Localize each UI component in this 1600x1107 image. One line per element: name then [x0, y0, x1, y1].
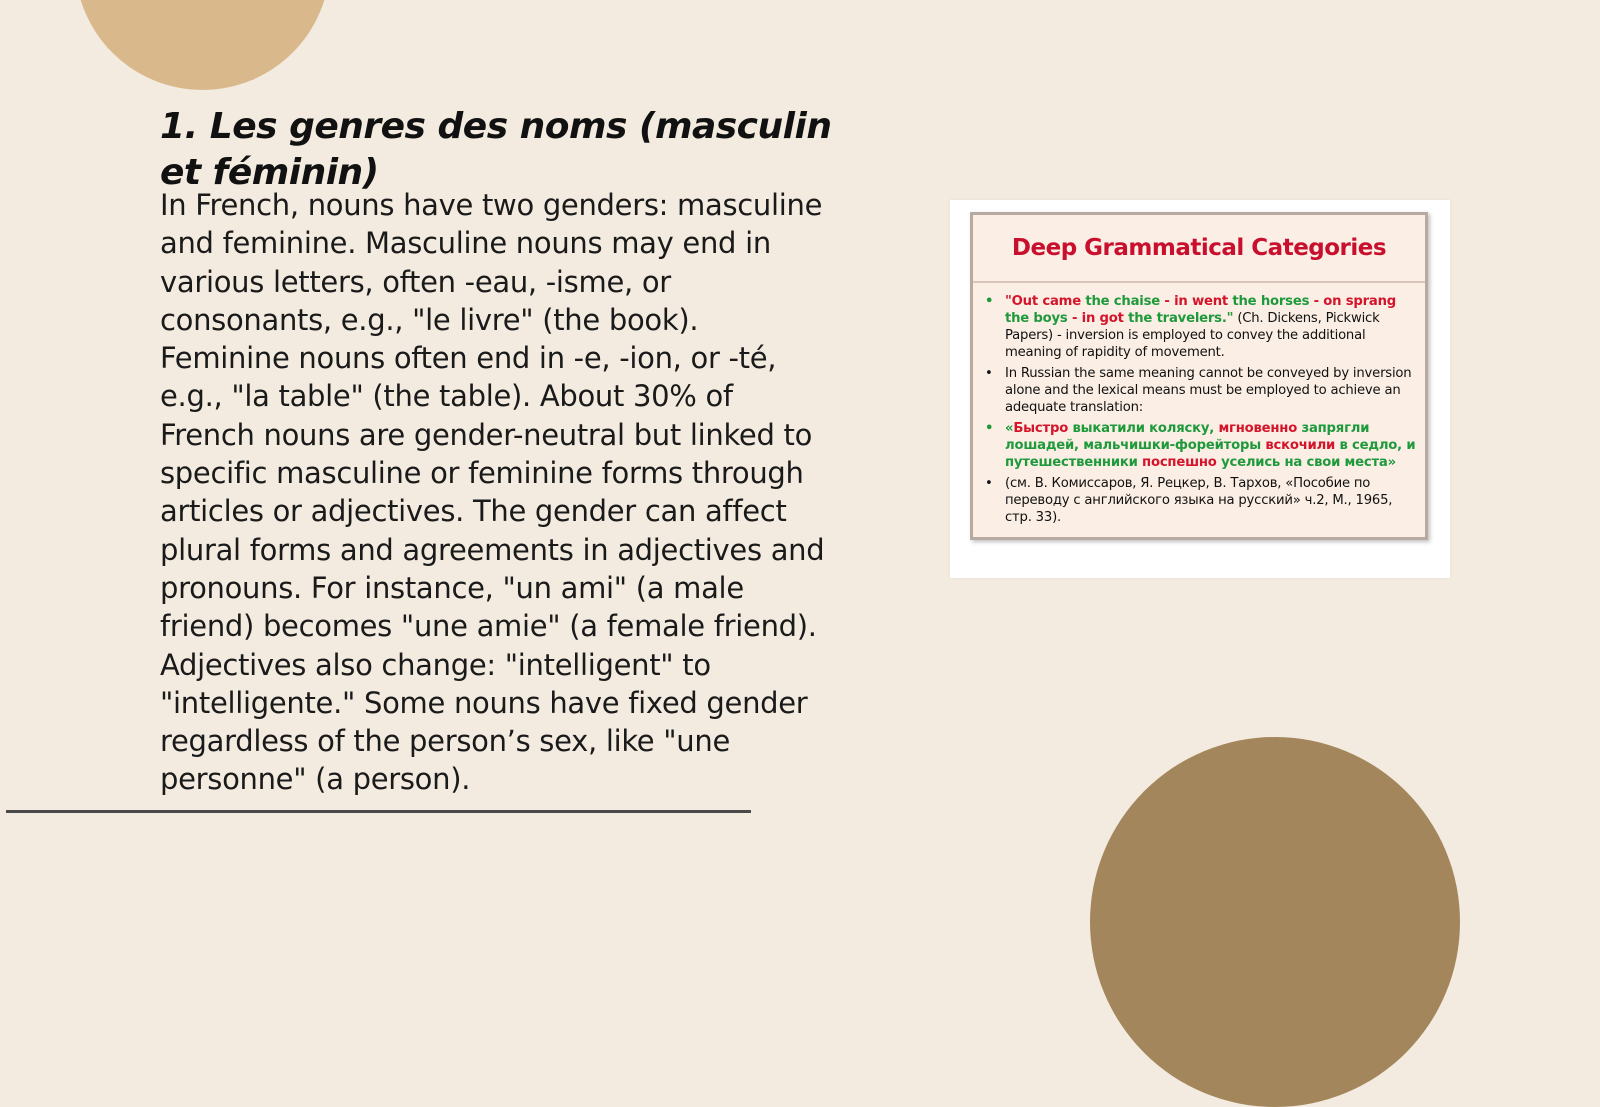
quote-fragment: - in got	[1067, 311, 1129, 326]
slide-thumbnail	[970, 212, 1428, 540]
thumbnail-header	[973, 215, 1425, 283]
quote-fragment: выкатили коляску,	[1068, 421, 1219, 436]
bullet-icon: •	[985, 476, 993, 491]
quote-fragment: в седло, и путешественники	[1005, 438, 1416, 470]
quote-fragment: - on sprang	[1309, 294, 1397, 309]
item-text: (Ch. Dickens, Pickwick Papers) - inversion is employed to convey the additional meaning of rapidity of movement.	[1005, 311, 1380, 360]
quote-fragment: уселись на свои места»	[1216, 455, 1396, 470]
slide-title: 1. Les genres des noms (masculin et féminin)	[160, 106, 832, 193]
embedded-slide-image	[950, 200, 1450, 578]
quote-fragment: the chaise	[1085, 294, 1161, 309]
decorative-circle-bottom	[1090, 737, 1460, 1107]
quote-fragment: the horses	[1232, 294, 1310, 309]
item-text: (см. В. Комиссаров, Я. Рецкер, В. Тархов, «Пособие по переводу с английского языка на русский» ч.2, М., 1965, стр. 33).	[1005, 476, 1393, 525]
slide-body-text: In French, nouns have two genders: masculine and feminine. Masculine nouns may end in various letters, often -eau, -isme, or consonants, e.g., "le livre" (the book). Feminine nouns often end in -e, -ion, or -té, e.g., "la table" (the table). About 30% of French nouns are gender-neutral but linked to specific masculine or feminine forms through articles or adjectives. The gender can affect plural forms and agreements in adjectives and pronouns. For instance, "un ami" (a male friend) becomes "une amie" (a female friend). Adjectives also change: "intelligent" to "intelligente." Some nouns have fixed gender regardless of the person’s sex, like "une personne" (a person).	[160, 188, 825, 797]
thumbnail-bullet-list	[973, 283, 1425, 526]
divider-line	[6, 810, 751, 813]
bullet-icon: •	[985, 294, 994, 309]
quote-fragment: the travelers."	[1128, 311, 1234, 326]
quote-fragment: «	[1005, 421, 1014, 436]
bullet-icon: •	[985, 366, 993, 381]
bullet-icon: •	[985, 421, 994, 436]
list-item	[981, 420, 1417, 471]
quote-fragment: "Out came	[1005, 294, 1086, 309]
list-item	[981, 293, 1417, 361]
list-item	[981, 365, 1417, 416]
quote-fragment: - in went	[1160, 294, 1233, 309]
quote-fragment: поспешно	[1142, 455, 1217, 470]
quote-fragment: Быстро	[1013, 421, 1069, 436]
quote-fragment: мгновенно	[1218, 421, 1298, 436]
item-text: In Russian the same meaning cannot be conveyed by inversion alone and the lexical means must be employed to achieve an adequate translation:	[1005, 366, 1412, 415]
quote-fragment: вскочили	[1265, 438, 1336, 453]
decorative-circle-top	[75, 0, 330, 90]
quote-fragment: запрягли лошадей, мальчишки-форейторы	[1005, 421, 1370, 453]
list-item	[981, 475, 1417, 526]
thumbnail-title: Deep Grammatical Categories	[1011, 235, 1387, 261]
quote-fragment: the boys	[1005, 311, 1068, 326]
